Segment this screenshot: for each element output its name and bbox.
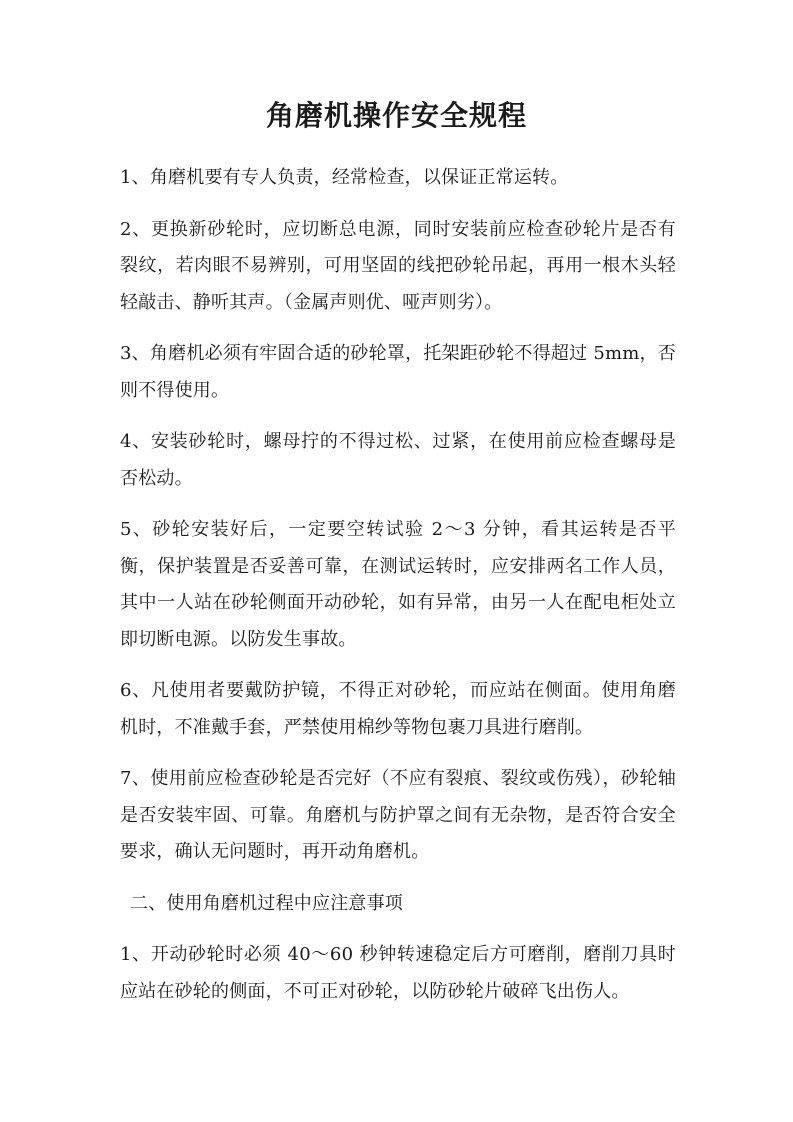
rule-paragraph-5: 5、砂轮安装好后，一定要空转试验 2～3 分钟，看其运转是否平衡，保护装置是否妥善可靠，在测试运转时，应安排两名工作人员，其中一人站在砂轮侧面开动砂轮，如有异常，由另一人在配电柜处立即切断电源。以防发生事故。 [120,519,676,650]
rule-paragraph-7: 7、使用前应检查砂轮是否完好（不应有裂痕、裂纹或伤残），砂轮轴是否安装牢固、可靠。角磨机与防护罩之间有无杂物，是否符合安全要求，确认无问题时，再开动角磨机。 [120,768,676,862]
rule-paragraph-4: 4、安装砂轮时，螺母拧的不得过松、过紧，在使用前应检查螺母是否松动。 [120,431,676,489]
section-heading-usage: 二、使用角磨机过程中应注意事项 [130,892,403,914]
document-body [120,160,676,1025]
rule-paragraph-2: 2、更换新砂轮时，应切断总电源，同时安装前应检查砂轮片是否有裂纹，若肉眼不易辨别，可用坚固的线把砂轮吊起，再用一根木头轻轻敲击、静听其声。（金属声则优、哑声则劣）。 [120,218,676,313]
rule-paragraph-1: 1、角磨机要有专人负责，经常检查，以保证正常运转。 [120,167,569,188]
usage-paragraph-1: 1、开动砂轮时必须 40～60 秒钟转速稳定后方可磨削，磨削刀具时应站在砂轮的侧面，不可正对砂轮，以防砂轮片破碎飞出伤人。 [120,944,676,1002]
document-title: 角磨机操作安全规程 [265,99,527,132]
rule-paragraph-3: 3、角磨机必须有牢固合适的砂轮罩，托架距砂轮不得超过 5mm，否则不得使用。 [120,343,676,401]
rule-paragraph-6: 6、凡使用者要戴防护镜，不得正对砂轮，而应站在侧面。使用角磨机时，不准戴手套，严禁使用棉纱等物包裹刀具进行磨削。 [120,680,676,738]
